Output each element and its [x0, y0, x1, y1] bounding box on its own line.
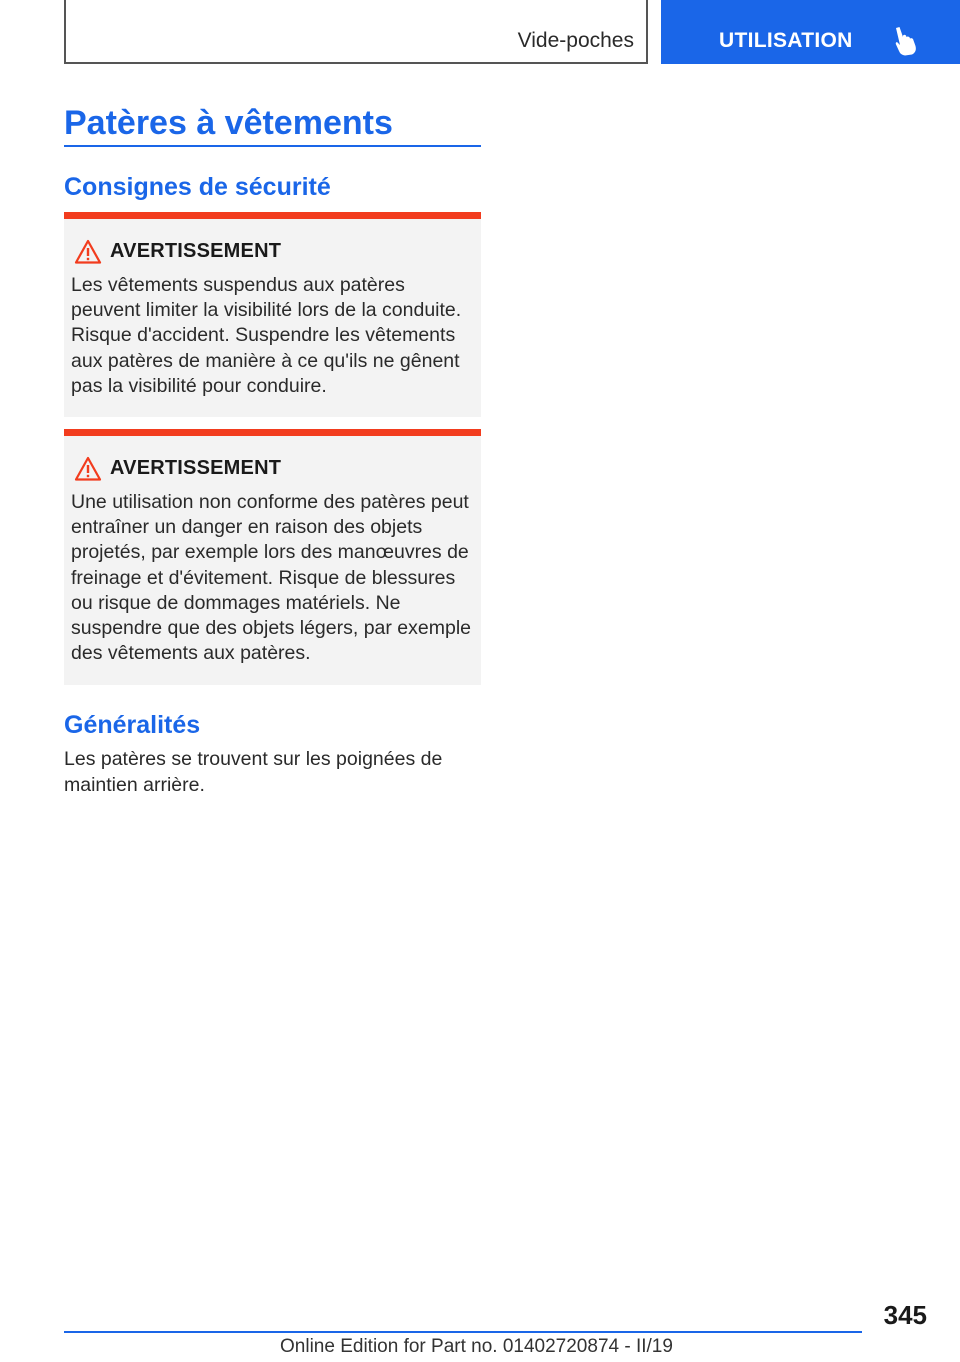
page-title: Patères à vêtements [64, 104, 393, 142]
warning-label: AVERTISSEMENT [110, 240, 282, 262]
pointing-hand-icon [893, 26, 919, 56]
warning-triangle-icon [74, 456, 102, 482]
warning-text: Une utilisation non conforme des patères peut entraîner un danger en raison des objets projetés, par exemple lors des manœuvres de freinage et d'évitement. Risque de blessures ou risque de dommages matériels. Ne suspendre que des objets légers, par exemple des vêtements aux patères. [71, 491, 471, 665]
chapter-tab[interactable] [661, 0, 960, 64]
warning-label: AVERTISSEMENT [110, 457, 282, 479]
header-section-box [64, 0, 648, 64]
title-divider [64, 145, 481, 147]
warning-box [64, 212, 481, 417]
edition-note: Online Edition for Part no. 01402720874 - II/19 [280, 1336, 673, 1357]
section-title: Vide-poches [517, 29, 634, 52]
footer-divider [64, 1331, 862, 1333]
general-text: Les patères se trouvent sur les poignées de maintien arrière. [64, 748, 443, 796]
warning-triangle-icon [74, 239, 102, 265]
warning-box [64, 429, 481, 685]
warning-text: Les vêtements suspendus aux patères peuvent limiter la visibilité lors de la conduite. Risque d'accident. Suspendre les vêtements aux patères de manière à ce qu'ils ne gênent pas la visibilité pour conduire. [71, 274, 462, 397]
page-number: 345 [883, 1300, 927, 1330]
general-heading: Généralités [64, 711, 201, 739]
chapter-title: UTILISATION [719, 29, 853, 52]
safety-heading: Consignes de sécurité [64, 173, 331, 201]
